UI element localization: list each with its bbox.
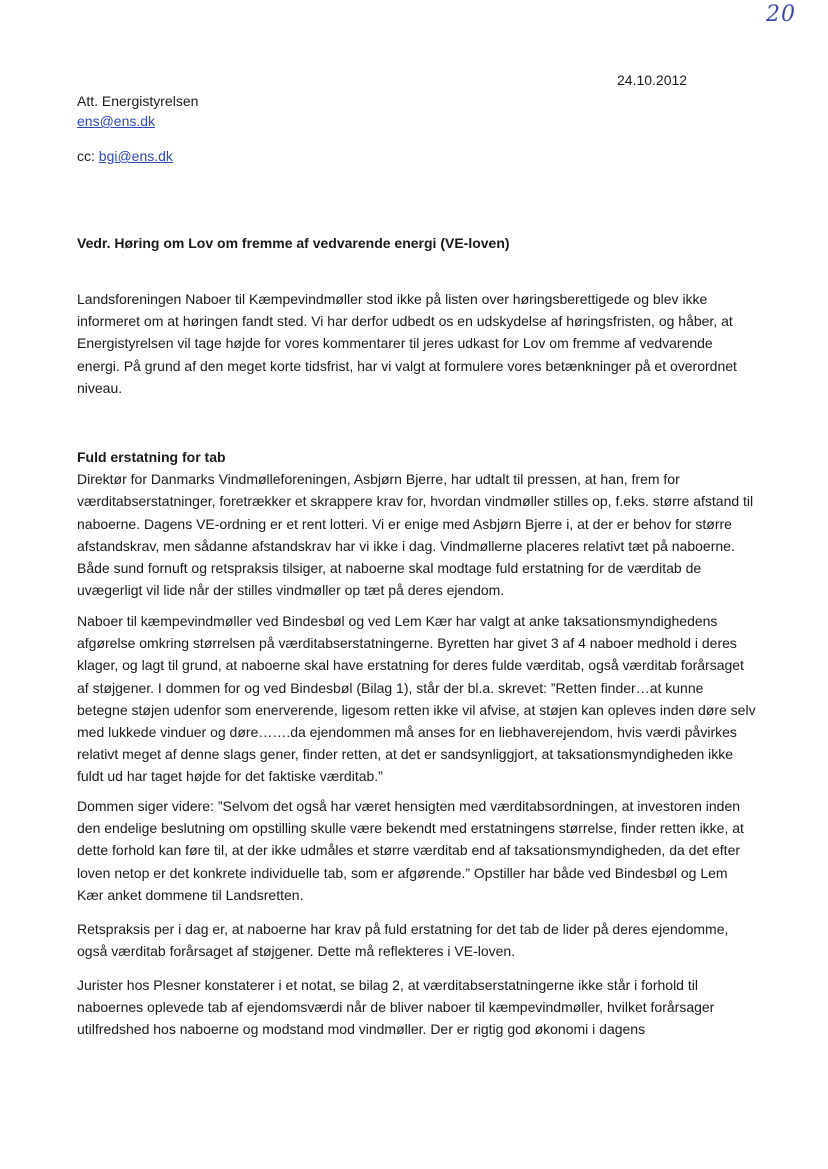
section-paragraph-5: Jurister hos Plesner konstaterer i et notat, se bilag 2, at værditabserstatningerne ikke står i forhold til naboernes oplevede tab af ejendomsværdi når de bliver naboer til kæmpevindmøller, hvilket forårsager utilfredshed hos naboerne og modstand mod vindmøller. Der er rigtig god økonomi i dagens	[77, 977, 715, 1038]
section-paragraph-5-block	[77, 974, 757, 1041]
section-paragraph-3: Dommen siger videre: ”Selvom det også har været hensigten med værditabsordningen, at investoren inden den endelige beslutning om opstilling skulle være bekendt med erstatningens størrelse, finder retten ikke, at dette forhold kan føre til, at der ikke udmåles et større værditab end af taksationsmyndigheden, da det efter loven netop er det konkrete individuelle tab, som er afgørende.” Opstiller har både ved Bindesbøl og Lem Kær anket dommene til Landsretten.	[77, 798, 744, 903]
section-paragraph-1: Direktør for Danmarks Vindmølleforeningen, Asbjørn Bjerre, har udtalt til pressen, at han, frem for værditabserstatninger, foretrækker et skrappere krav for, hvordan vindmøller stilles op, f.eks. større afstand til naboerne. Dagens VE-ordning er et rent lotteri. Vi er enige med Asbjørn Bjerre i, at der er behov for større afstandskrav, men sådanne afstandskrav har vi ikke i dag. Vindmøllerne placeres relativt tæt på naboerne. Både sund fornuft og retspraksis tilsiger, at naboerne skal modtage fuld erstatning for de værditab de uvægerligt vil lide når der stilles vindmøller op tæt på deres ejendom.	[77, 471, 754, 599]
recipient-email-link[interactable]: ens@ens.dk	[77, 113, 156, 129]
letter-date: 24.10.2012	[617, 72, 688, 88]
section-paragraph-3-block	[77, 795, 757, 906]
section-full-compensation	[77, 446, 757, 601]
cc-email-link[interactable]: bgi@ens.dk	[98, 148, 173, 164]
intro-paragraph	[77, 288, 757, 399]
cc-label: cc:	[77, 148, 95, 164]
section-paragraph-2: Naboer til kæmpevindmøller ved Bindesbøl og ved Lem Kær har valgt at anke taksationsmyndighedens afgørelse omkring størrelsen på værditabserstatningerne. Byretten har givet 3 af 4 naboer medhold i deres klager, og lagt til grund, at naboerne skal have erstatning for deres fulde værditab, også værditab forårsaget af støjgener. I dommen for og ved Bindesbøl (Bilag 1), står der bl.a. skrevet: ”Retten finder…at kunne betegne støjen udenfor som enerverende, ligesom retten ikke vil afvise, at støjen kan opleves inden døre selv med lukkede vinduer og døre…….da ejendommen må anses for en liebhaverejendom, hvis værdi påvirkes relativt meget af denne slags gener, finder retten, at det er sandsynliggjort, at taksationsmyndigheden ikke fuldt ud har taget højde for det faktiske værditab.”	[77, 613, 756, 785]
section-paragraph-4-block	[77, 918, 757, 962]
intro-text: Landsforeningen Naboer til Kæmpevindmøller stod ikke på listen over høringsberettigede og blev ikke informeret om at høringen fandt sted. Vi har derfor udbedt os en udskydelse af høringsfristen, og håber, at Energistyrelsen vil tage højde for vores kommentarer til jeres udkast for Lov om fremme af vedvarende energi. På grund af den meget korte tidsfrist, har vi valgt at formulere vores betænkninger på et overordnet niveau.	[77, 291, 737, 396]
section-heading: Fuld erstatning for tab	[77, 449, 226, 465]
recipient-att: Att. Energistyrelsen	[77, 93, 199, 109]
section-paragraph-4: Retspraksis per i dag er, at naboerne har krav på fuld erstatning for det tab de lider på deres ejendomme, også værditab forårsaget af støjgener. Dette må reflekteres i VE-loven.	[77, 921, 729, 960]
cc-line	[77, 146, 173, 166]
letter-subject: Vedr. Høring om Lov om fremme af vedvarende energi (VE-loven)	[77, 235, 510, 251]
handwritten-page-number: 20	[766, 2, 796, 27]
section-paragraph-2-block	[77, 610, 757, 788]
recipient-email-line	[77, 111, 155, 131]
